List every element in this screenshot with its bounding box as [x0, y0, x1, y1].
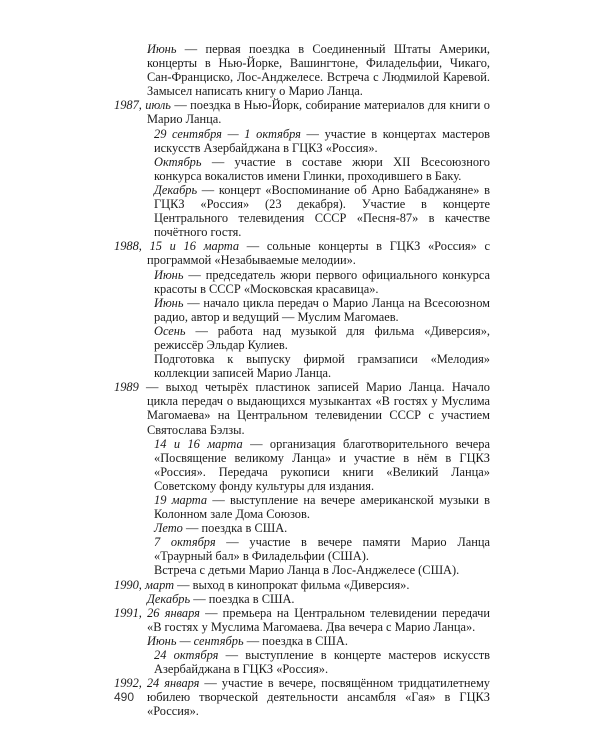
entry-text: — участие в концертах мастеров искусств Азербайджана в ГЦКЗ «Россия». — [154, 126, 490, 155]
entry-date: Декабрь — [154, 182, 198, 197]
chronology-entry — [114, 606, 490, 634]
entry-date: 19 марта — [154, 493, 208, 507]
chronology-entry — [114, 98, 490, 126]
chronology-text — [114, 42, 490, 719]
chronology-entry — [114, 634, 490, 648]
entry-text: — председатель жюри первого официального конкурса красоты в СССР «Московская красавица». — [154, 267, 490, 296]
entry-text: Встреча с детьми Марио Ланца в Лос-Анджелесе (США). — [154, 563, 460, 578]
entry-date: 14 и 16 марта — [154, 436, 243, 451]
entry-text: — участие в вечере, посвящённом тридцатилетнему юбилею творческой деятельности ансамбля «Гая» в ГЦКЗ «Россия». — [147, 676, 490, 719]
entry-date: Июнь — сентябрь — [147, 633, 244, 648]
entry-date: Июнь — [154, 267, 184, 282]
entry-date: Октябрь — [154, 154, 202, 169]
entry-date: 1991, 26 января — [114, 605, 200, 620]
chronology-entry — [114, 563, 490, 577]
chronology-entry — [114, 535, 490, 563]
chronology-entry — [114, 578, 490, 592]
chronology-entry — [114, 296, 490, 324]
entry-text: — первая поездка в Соединенный Штаты Америки, концерты в Нью-Йорке, Вашингтоне, Филадельфии, Чикаго, Сан-Франциско, Лос-Анджелесе. Встреча с Людмилой Каревой. Замысел написать книгу о Марио Ланца. — [147, 42, 490, 99]
chronology-entry — [114, 380, 490, 436]
entry-date: 1990, март — [114, 577, 175, 592]
entry-date: 1992, 24 января — [114, 676, 200, 691]
entry-date: Июнь — [147, 42, 177, 56]
chronology-entry — [114, 268, 490, 296]
chronology-entry — [114, 155, 490, 183]
chronology-entry — [114, 352, 490, 380]
chronology-entry — [114, 521, 490, 535]
entry-text: — выход четырёх пластинок записей Марио Ланца. Начало цикла передач о выдающихся музыкантах «В гостях у Муслима Магомаева» на Центральном телевидении СССР с участием Святослава Бэлзы. — [138, 380, 490, 437]
entry-date: Лето — [154, 521, 183, 536]
entry-text: — работа над музыкой для фильма «Диверсия», режиссёр Эльдар Кулиев. — [154, 323, 490, 352]
chronology-entry — [114, 42, 490, 98]
entry-text: — выступление на вечере американской музыки в Колонном зале Дома Союзов. — [154, 493, 491, 522]
entry-date: 1988, 15 и 16 марта — [114, 239, 240, 254]
chronology-entry — [114, 676, 490, 718]
entry-text: — премьера на Центральном телевидении передачи «В гостях у Муслима Магомаева. Два вечера с Марио Ланца». — [147, 605, 490, 634]
entry-date: Декабрь — [147, 591, 191, 606]
entry-text: — поездка в США. — [243, 633, 348, 648]
entry-text: Подготовка к выпуску фирмой грамзаписи «Мелодия» коллекции записей Марио Ланца. — [154, 352, 490, 381]
entry-text: — поездка в США. — [182, 521, 288, 536]
entry-text: — организация благотворительного вечера «Посвящение великому Ланца» и участие в нём в ГЦКЗ «Россия». Передача рукописи книги «Великий Ланца» Советскому фонду культуры для издания. — [154, 436, 490, 493]
entry-text: — участие в вечере памяти Марио Ланца «Траурный бал» в Филадельфии (США). — [154, 535, 490, 564]
entry-text: — сольные концерты в ГЦКЗ «Россия» с программой «Незабываемые мелодии». — [147, 239, 490, 268]
chronology-entry — [114, 127, 490, 155]
chronology-entry — [114, 239, 490, 267]
page-number: 490 — [114, 690, 135, 704]
chronology-entry — [114, 493, 490, 521]
entry-date: 24 октября — [154, 648, 219, 663]
entry-text: — выступление в концерте мастеров искусств Азербайджана в ГЦКЗ «Россия». — [154, 648, 490, 677]
entry-date: 29 сентября — 1 октября — [154, 126, 301, 141]
chronology-entry — [114, 183, 490, 239]
entry-date: 1989 — [114, 380, 139, 395]
chronology-entry — [114, 592, 490, 606]
chronology-entry — [114, 648, 490, 676]
entry-text: — начало цикла передач о Марио Ланца на Всесоюзном радио, автор и ведущий — Муслим Магомаев. — [154, 295, 490, 324]
entry-text: — концерт «Воспоминание об Арно Бабаджаняне» в ГЦКЗ «Россия» (23 декабря). Участие в концерте Центрального телевидения СССР «Песня-87» в качестве почётного гостя. — [154, 182, 490, 240]
entry-date: Июнь — [154, 295, 184, 310]
chronology-entry — [114, 437, 490, 493]
entry-date: Осень — [154, 323, 186, 338]
entry-text: — поездка в США. — [190, 591, 295, 606]
entry-date: 1987, июль — [114, 98, 171, 113]
entry-date: 7 октября — [154, 535, 216, 550]
entry-text: — поездка в Нью-Йорк, собирание материалов для книги о Марио Ланца. — [147, 98, 490, 127]
entry-text: — выход в кинопрокат фильма «Диверсия». — [174, 577, 410, 592]
entry-text: — участие в составе жюри XII Всесоюзного конкурса вокалистов имени Глинки, проходившего в Баку. — [154, 154, 490, 183]
chronology-entry — [114, 324, 490, 352]
